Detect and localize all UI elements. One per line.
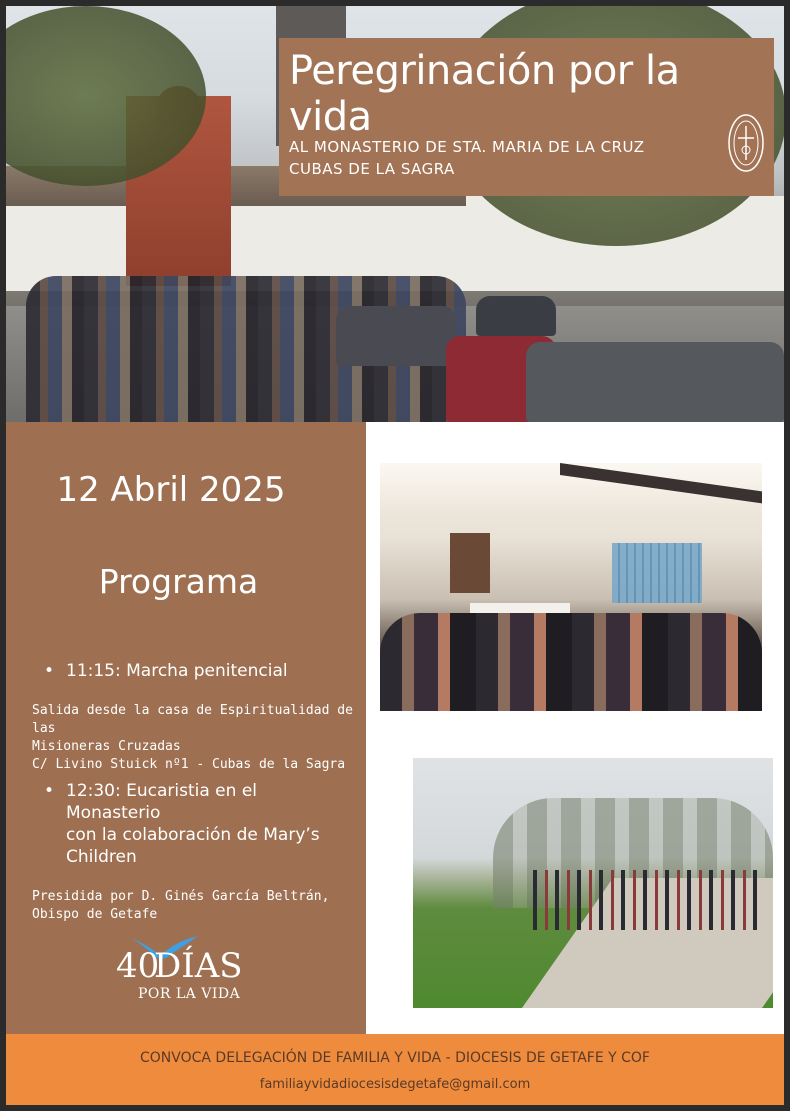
note-line: Presidida por D. Ginés García Beltrán, [32,889,330,904]
subtitle [289,136,645,180]
program-item-1-note [32,702,366,774]
program-item-2-title-line: con la colaboración de Mary’s [66,825,320,845]
logo-word: DÍAS [154,946,243,986]
program-item-2-title-line: Monasterio [66,803,161,823]
event-date: 12 Abril 2025 [56,470,286,510]
program-heading: Programa [98,562,259,601]
program-panel [6,422,366,1034]
note-line: Obispo de Getafe [32,907,158,922]
hero-photo-pilgrims [6,6,784,422]
program-item-1-title: • 11:15: Marcha penitencial [66,661,288,681]
logo-number: 40 [116,946,160,986]
footer-organizer: CONVOCA DELEGACIÓN DE FAMILIA Y VIDA - DIOCESIS DE GETAFE Y COF [140,1050,650,1066]
program-item-2-title-line: Children [66,847,137,867]
photo-pilgrimage-walk [413,758,773,1008]
program-item-2-note [32,888,329,924]
footer-email: familiayvidadiocesisdegetafe@gmail.com [259,1077,531,1092]
note-line: C/ Livino Stuick nº1 - Cubas de la Sagra [32,757,346,772]
note-line: Salida desde la casa de Espiritualidad de las [32,703,353,736]
title-box [279,38,774,196]
note-line: Misioneras Cruzadas [32,739,181,754]
subtitle-line-2: CUBAS DE LA SAGRA [289,160,455,178]
program-item-1 [44,660,288,682]
program-item-2 [44,780,320,868]
photo-mass-celebration [380,463,762,711]
cuarenta-dias-logo [116,940,266,1008]
footer [6,1034,784,1105]
delegation-emblem-icon [726,112,766,174]
page-title: Peregrinación por la vida [289,48,680,140]
program-item-2-title-line: • 12:30: Eucaristia en el [66,781,258,801]
logo-tagline: POR LA VIDA [138,986,241,1002]
subtitle-line-1: AL MONASTERIO DE STA. MARIA DE LA CRUZ [289,138,645,156]
poster [6,6,784,1105]
